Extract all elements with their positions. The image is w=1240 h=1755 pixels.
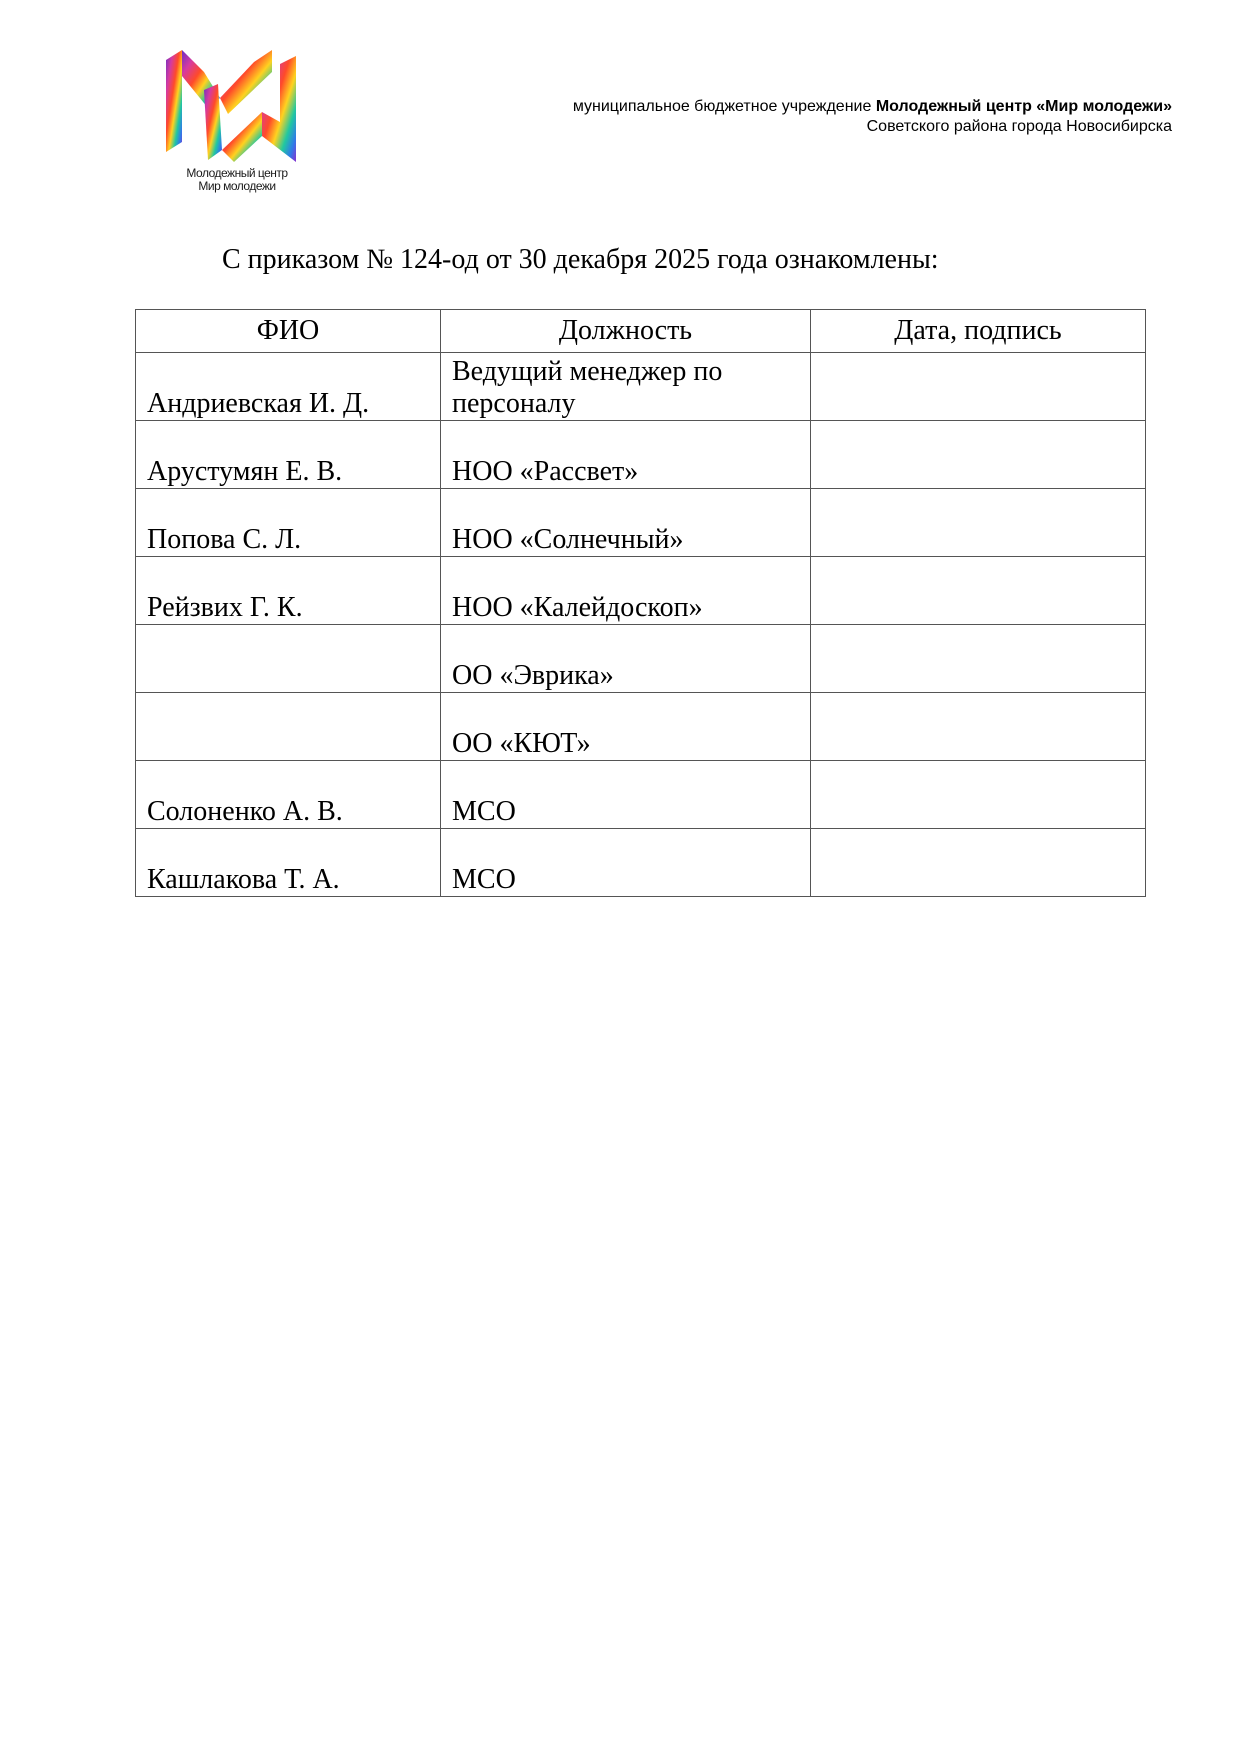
position-cell: НОО «Калейдоскоп» (441, 557, 811, 625)
signature-cell (811, 489, 1146, 557)
table-row (136, 625, 1146, 693)
org-name-line (573, 97, 1172, 117)
column-header-position: Должность (441, 310, 811, 353)
table-row (136, 557, 1146, 625)
acknowledgement-table (135, 309, 1146, 897)
position-cell: МСО (441, 829, 811, 897)
logo-caption-line1: Молодежный центр (186, 166, 288, 180)
org-district: Советского района города Новосибирска (866, 118, 1172, 135)
table-header-row (136, 310, 1146, 353)
table-row (136, 489, 1146, 557)
name-cell: Рейзвих Г. К. (136, 557, 441, 625)
position-cell: МСО (441, 761, 811, 829)
logo-caption-line2: Мир молодежи (198, 179, 276, 193)
name-cell: Арустумян Е. В. (136, 421, 441, 489)
order-acknowledgement-title: С приказом № 124-од от 30 декабря 2025 года ознакомлены: (222, 244, 939, 275)
signature-cell (811, 625, 1146, 693)
table-row (136, 353, 1146, 421)
column-header-name: ФИО (136, 310, 441, 353)
name-cell (136, 693, 441, 761)
position-cell: ОО «КЮТ» (441, 693, 811, 761)
signature-cell (811, 421, 1146, 489)
name-cell (136, 625, 441, 693)
position-cell: НОО «Рассвет» (441, 421, 811, 489)
name-cell: Попова С. Л. (136, 489, 441, 557)
table-row (136, 829, 1146, 897)
org-type: муниципальное бюджетное учреждение (572, 98, 876, 115)
table-row (136, 761, 1146, 829)
table-row (136, 693, 1146, 761)
position-cell: Ведущий менеджер по персоналу (441, 353, 811, 421)
signature-cell (811, 353, 1146, 421)
name-cell: Андриевская И. Д. (136, 353, 441, 421)
organization-logo (162, 50, 312, 200)
signature-cell (811, 829, 1146, 897)
organization-header (573, 97, 1172, 137)
column-header-signature: Дата, подпись (811, 310, 1146, 353)
name-cell: Кашлакова Т. А. (136, 829, 441, 897)
signature-cell (811, 761, 1146, 829)
org-name: Молодежный центр «Мир молодежи» (875, 98, 1172, 115)
signature-cell (811, 693, 1146, 761)
name-cell: Солоненко А. В. (136, 761, 441, 829)
table-row (136, 421, 1146, 489)
logo-caption (162, 167, 312, 193)
mir-molodezhi-logo-icon (162, 50, 312, 168)
position-cell: НОО «Солнечный» (441, 489, 811, 557)
position-cell: ОО «Эврика» (441, 625, 811, 693)
signature-cell (811, 557, 1146, 625)
